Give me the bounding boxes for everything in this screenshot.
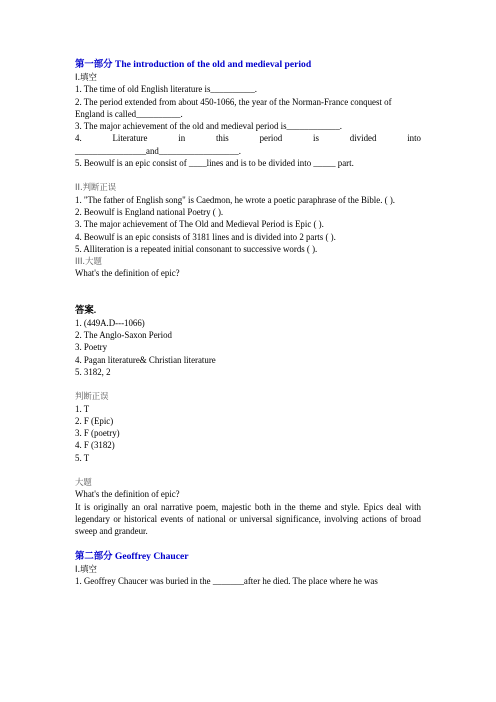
fill-item-4-word: is: [313, 133, 319, 144]
answers-question-heading: 大题: [75, 477, 92, 488]
answer-fill-5: 5. 3182, 2: [75, 366, 111, 377]
answer-tf-1: 1. T: [75, 403, 90, 414]
document-content: [75, 58, 421, 587]
answer-fill-3: 3. Poetry: [75, 342, 108, 353]
answer-tf-2: 2. F (Epic): [75, 415, 114, 426]
fill-item-4-word: this: [215, 133, 229, 144]
part1-tf-item-5: 5. Alliteration is a repeated initial consonant to successive words ( ).: [75, 243, 318, 254]
part1-title: [75, 58, 421, 71]
part1-question-heading: III.大题: [75, 256, 102, 267]
part2-title-number: 第二部分: [75, 550, 113, 562]
part1-tf-item-3: 3. The major achievement of The Old and Medieval Period is Epic ( ).: [75, 219, 324, 230]
part1-fill-item-4-blanks: ________________and__________________.: [75, 145, 241, 156]
fill-item-4-word: into: [407, 133, 421, 144]
part2-fill-heading: I.填空: [75, 563, 97, 574]
part2-title: [75, 550, 421, 563]
answer-fill-2: 2. The Anglo-Saxon Period: [75, 330, 172, 341]
answers-question-answer: It is originally an oral narrative poem, majestic both in the theme and style. Epics deal with legendary or historical events of national or universal significance, involving actions of broad sweep and grandeur.: [75, 501, 421, 537]
fill-item-4-word: Literature: [112, 133, 148, 144]
part1-tf-item-4: 4. Beowulf is an epic consists of 3181 lines and is divided into 2 parts ( ).: [75, 231, 336, 242]
fill-item-4-word: in: [178, 133, 186, 144]
answer-fill-1: 1. (449A.D---1066): [75, 317, 145, 328]
answers-question-text: What's the definition of epic?: [75, 489, 180, 500]
part1-fill-item-3: 3. The major achievement of the old and medieval period is____________.: [75, 121, 343, 132]
part1-tf-heading: II.判断正误: [75, 182, 117, 193]
part2-title-text: Geoffrey Chaucer: [112, 550, 189, 562]
part1-fill-item-5: 5. Beowulf is an epic consist of ____lines and is to be divided into _____ part.: [75, 158, 354, 169]
part1-fill-item-4-line1: [75, 132, 421, 144]
part1-tf-item-1: 1. "The father of English song" is Caedmon, he wrote a poetic paraphrase of the Bible. ( ).: [75, 194, 395, 205]
answer-tf-5: 5. T: [75, 452, 90, 463]
part1-question-text: What's the definition of epic?: [75, 268, 180, 279]
answer-tf-4: 4. F (3182): [75, 440, 115, 451]
fill-item-4-word: 4.: [75, 133, 82, 144]
answer-fill-4: 4. Pagan literature& Christian literature: [75, 354, 216, 365]
part1-tf-item-2: 2. Beowulf is England national Poetry ( ).: [75, 206, 224, 217]
part1-fill-heading: I.填空: [75, 72, 97, 82]
part1-title-text: The introduction of the old and medieval period: [112, 59, 312, 70]
answer-tf-3: 3. F (poetry): [75, 428, 120, 439]
answers-tf-heading: 判断正误: [75, 391, 109, 402]
part1-fill-item-2: 2. The period extended from about 450-1066, the year of the Norman-France conquest of England is called__________.: [75, 96, 392, 119]
fill-item-4-word: period: [259, 133, 283, 144]
part1-title-number: 第一部分: [75, 59, 113, 70]
answers-heading-text: 答案: [75, 304, 94, 316]
answers-heading-dot: .: [93, 304, 97, 316]
answers-heading: [75, 304, 421, 317]
part2-fill-item-1: 1. Geoffrey Chaucer was buried in the _______after he died. The place where he was: [75, 575, 378, 586]
part1-fill-item-1: 1. The time of old English literature is__________.: [75, 84, 257, 95]
fill-item-4-word: divided: [349, 133, 377, 144]
